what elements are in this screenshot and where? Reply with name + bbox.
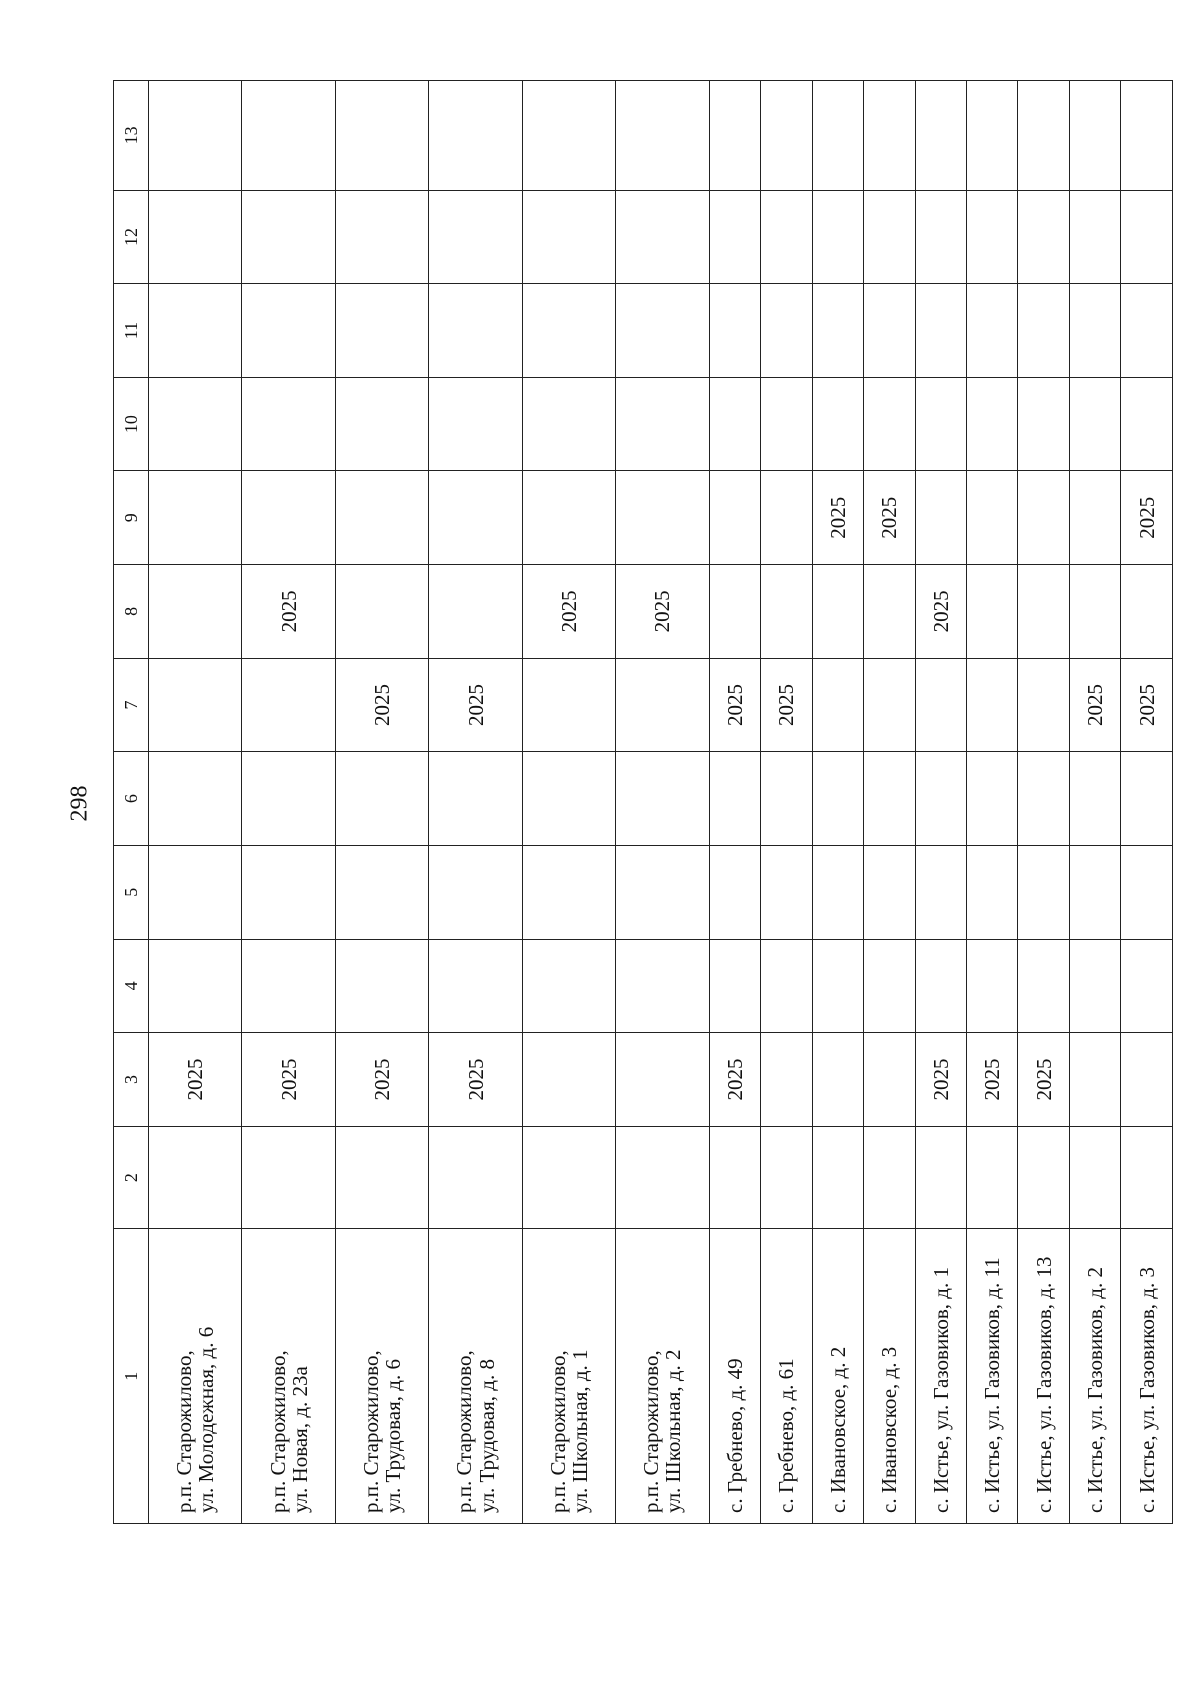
table-row <box>1121 81 1173 1524</box>
year-cell-col-11 <box>1018 284 1069 378</box>
year-cell-col-6 <box>1018 752 1069 846</box>
year-cell-col-9 <box>1069 471 1120 565</box>
year-cell-col-12 <box>1018 190 1069 284</box>
table-row <box>149 81 242 1524</box>
year-cell-col-9 <box>242 471 335 565</box>
year-cell-col-12 <box>616 190 709 284</box>
year-cell-col-4 <box>1121 939 1173 1033</box>
column-header-13: 13 <box>114 81 149 191</box>
year-cell-col-4 <box>709 939 760 1033</box>
year-cell-col-2 <box>1018 1126 1069 1229</box>
year-cell-col-6 <box>864 752 915 846</box>
year-cell-col-8 <box>149 565 242 659</box>
year-cell-col-5 <box>242 845 335 939</box>
year-cell-col-9 <box>429 471 522 565</box>
year-cell-col-12 <box>761 190 812 284</box>
year-cell-col-10 <box>864 377 915 471</box>
year-cell-col-11 <box>966 284 1017 378</box>
year-cell-col-6 <box>966 752 1017 846</box>
address-line-2: ул. Школьная, д. 2 <box>661 1349 686 1513</box>
year-cell-col-3: 2025 <box>1018 1033 1069 1127</box>
year-cell-col-3 <box>761 1033 812 1127</box>
year-cell-col-2 <box>242 1126 335 1229</box>
year-cell-col-11 <box>522 284 615 378</box>
year-cell-col-13 <box>335 81 428 191</box>
address-line-1: с. Гребнево, д. 49 <box>722 1358 747 1513</box>
year-cell-col-7 <box>522 658 615 752</box>
address-line-1: с. Гребнево, д. 61 <box>774 1358 799 1513</box>
address-cell <box>709 1229 760 1524</box>
year-cell-col-5 <box>915 845 966 939</box>
address-cell <box>242 1229 335 1524</box>
table-row <box>616 81 709 1524</box>
year-cell-col-4 <box>1018 939 1069 1033</box>
year-cell-col-10 <box>522 377 615 471</box>
address-line-1: с. Истье, ул. Газовиков, д. 11 <box>980 1257 1005 1513</box>
year-cell-col-4 <box>335 939 428 1033</box>
table-body <box>149 81 1173 1524</box>
year-cell-col-4 <box>149 939 242 1033</box>
year-cell-col-12 <box>1121 190 1173 284</box>
year-cell-col-8 <box>1069 565 1120 659</box>
address-line-1: с. Истье, ул. Газовиков, д. 3 <box>1134 1267 1159 1513</box>
year-cell-col-10 <box>429 377 522 471</box>
column-header-6: 6 <box>114 752 149 846</box>
year-cell-col-13 <box>1069 81 1120 191</box>
year-cell-col-7 <box>242 658 335 752</box>
year-cell-col-3 <box>864 1033 915 1127</box>
address-line-2: ул. Трудовая, д. 6 <box>381 1359 406 1513</box>
address-cell <box>429 1229 522 1524</box>
year-cell-col-2 <box>1069 1126 1120 1229</box>
year-cell-col-8: 2025 <box>915 565 966 659</box>
year-cell-col-12 <box>915 190 966 284</box>
year-cell-col-13 <box>709 81 760 191</box>
year-cell-col-8 <box>812 565 863 659</box>
year-cell-col-12 <box>709 190 760 284</box>
year-cell-col-9 <box>1018 471 1069 565</box>
address-cell <box>335 1229 428 1524</box>
year-cell-col-5 <box>149 845 242 939</box>
year-cell-col-6 <box>812 752 863 846</box>
year-cell-col-4 <box>915 939 966 1033</box>
year-cell-col-2 <box>966 1126 1017 1229</box>
year-cell-col-2 <box>522 1126 615 1229</box>
year-cell-col-11 <box>812 284 863 378</box>
year-cell-col-6 <box>149 752 242 846</box>
year-cell-col-11 <box>1069 284 1120 378</box>
address-cell <box>812 1229 863 1524</box>
year-cell-col-13 <box>242 81 335 191</box>
year-cell-col-6 <box>915 752 966 846</box>
column-header-12: 12 <box>114 190 149 284</box>
column-header-11: 11 <box>114 284 149 378</box>
year-cell-col-9: 2025 <box>1121 471 1173 565</box>
year-cell-col-4 <box>864 939 915 1033</box>
year-cell-col-9 <box>616 471 709 565</box>
year-cell-col-10 <box>149 377 242 471</box>
column-header-1: 1 <box>114 1229 149 1524</box>
year-cell-col-13 <box>149 81 242 191</box>
column-header-9: 9 <box>114 471 149 565</box>
address-cell <box>616 1229 709 1524</box>
year-cell-col-8: 2025 <box>522 565 615 659</box>
year-cell-col-12 <box>149 190 242 284</box>
year-cell-col-6 <box>429 752 522 846</box>
year-cell-col-7 <box>915 658 966 752</box>
year-cell-col-12 <box>864 190 915 284</box>
year-cell-col-3: 2025 <box>915 1033 966 1127</box>
year-cell-col-2 <box>709 1126 760 1229</box>
year-cell-col-6 <box>616 752 709 846</box>
schedule-table <box>113 80 1173 1524</box>
year-cell-col-12 <box>966 190 1017 284</box>
year-cell-col-5 <box>812 845 863 939</box>
year-cell-col-8: 2025 <box>242 565 335 659</box>
year-cell-col-8 <box>429 565 522 659</box>
address-line-1: с. Истье, ул. Газовиков, д. 2 <box>1083 1267 1108 1513</box>
address-line-1: с. Истье, ул. Газовиков, д. 1 <box>928 1267 953 1513</box>
year-cell-col-12 <box>812 190 863 284</box>
year-cell-col-3 <box>616 1033 709 1127</box>
year-cell-col-8 <box>335 565 428 659</box>
year-cell-col-7: 2025 <box>709 658 760 752</box>
year-cell-col-3: 2025 <box>966 1033 1017 1127</box>
year-cell-col-9 <box>915 471 966 565</box>
year-cell-col-13 <box>761 81 812 191</box>
year-cell-col-8 <box>1121 565 1173 659</box>
year-cell-col-4 <box>812 939 863 1033</box>
table-row <box>522 81 615 1524</box>
year-cell-col-7: 2025 <box>429 658 522 752</box>
year-cell-col-5 <box>616 845 709 939</box>
year-cell-col-6 <box>522 752 615 846</box>
year-cell-col-10 <box>1069 377 1120 471</box>
year-cell-col-4 <box>966 939 1017 1033</box>
year-cell-col-11 <box>864 284 915 378</box>
year-cell-col-5 <box>966 845 1017 939</box>
year-cell-col-13 <box>915 81 966 191</box>
year-cell-col-11 <box>149 284 242 378</box>
year-cell-col-13 <box>966 81 1017 191</box>
year-cell-col-10 <box>335 377 428 471</box>
column-header-4: 4 <box>114 939 149 1033</box>
year-cell-col-13 <box>616 81 709 191</box>
year-cell-col-10 <box>1121 377 1173 471</box>
year-cell-col-3 <box>1069 1033 1120 1127</box>
year-cell-col-12 <box>429 190 522 284</box>
year-cell-col-5 <box>429 845 522 939</box>
address-line-1: р.п. Старожилово, <box>172 1350 197 1513</box>
column-header-3: 3 <box>114 1033 149 1127</box>
address-line-2: ул. Трудовая, д. 8 <box>474 1359 499 1513</box>
table-row <box>1069 81 1120 1524</box>
column-header-7: 7 <box>114 658 149 752</box>
year-cell-col-11 <box>1121 284 1173 378</box>
year-cell-col-3 <box>812 1033 863 1127</box>
year-cell-col-10 <box>616 377 709 471</box>
year-cell-col-2 <box>1121 1126 1173 1229</box>
year-cell-col-3: 2025 <box>335 1033 428 1127</box>
year-cell-col-13 <box>1018 81 1069 191</box>
year-cell-col-9: 2025 <box>864 471 915 565</box>
year-cell-col-8 <box>864 565 915 659</box>
table-row <box>915 81 966 1524</box>
year-cell-col-11 <box>709 284 760 378</box>
table-row <box>1018 81 1069 1524</box>
address-line-2: ул. Новая, д. 23а <box>287 1366 312 1513</box>
address-cell <box>1121 1229 1173 1524</box>
table-row <box>966 81 1017 1524</box>
year-cell-col-7 <box>149 658 242 752</box>
address-line-1: р.п. Старожилово, <box>545 1350 570 1513</box>
year-cell-col-12 <box>1069 190 1120 284</box>
year-cell-col-5 <box>1069 845 1120 939</box>
year-cell-col-11 <box>915 284 966 378</box>
year-cell-col-2 <box>864 1126 915 1229</box>
year-cell-col-9: 2025 <box>812 471 863 565</box>
year-cell-col-3 <box>522 1033 615 1127</box>
year-cell-col-5 <box>864 845 915 939</box>
year-cell-col-9 <box>335 471 428 565</box>
address-line-2: ул. Школьная, д. 1 <box>567 1349 592 1513</box>
address-line-1: р.п. Старожилово, <box>359 1350 384 1513</box>
year-cell-col-12 <box>522 190 615 284</box>
year-cell-col-7: 2025 <box>761 658 812 752</box>
table-row <box>864 81 915 1524</box>
year-cell-col-3: 2025 <box>429 1033 522 1127</box>
address-cell <box>966 1229 1017 1524</box>
year-cell-col-5 <box>522 845 615 939</box>
year-cell-col-9 <box>966 471 1017 565</box>
year-cell-col-10 <box>966 377 1017 471</box>
column-header-2: 2 <box>114 1126 149 1229</box>
table-row <box>242 81 335 1524</box>
year-cell-col-9 <box>709 471 760 565</box>
year-cell-col-11 <box>429 284 522 378</box>
year-cell-col-12 <box>335 190 428 284</box>
year-cell-col-10 <box>709 377 760 471</box>
year-cell-col-4 <box>761 939 812 1033</box>
year-cell-col-10 <box>812 377 863 471</box>
year-cell-col-10 <box>1018 377 1069 471</box>
year-cell-col-3: 2025 <box>709 1033 760 1127</box>
year-cell-col-8 <box>966 565 1017 659</box>
year-cell-col-5 <box>335 845 428 939</box>
year-cell-col-9 <box>149 471 242 565</box>
year-cell-col-4 <box>1069 939 1120 1033</box>
table-row <box>761 81 812 1524</box>
year-cell-col-3: 2025 <box>242 1033 335 1127</box>
column-header-10: 10 <box>114 377 149 471</box>
page-number: 298 <box>66 785 93 822</box>
year-cell-col-7 <box>616 658 709 752</box>
year-cell-col-12 <box>242 190 335 284</box>
year-cell-col-5 <box>761 845 812 939</box>
year-cell-col-8 <box>1018 565 1069 659</box>
table-row <box>812 81 863 1524</box>
year-cell-col-6 <box>1121 752 1173 846</box>
column-header-5: 5 <box>114 845 149 939</box>
year-cell-col-2 <box>149 1126 242 1229</box>
year-cell-col-7: 2025 <box>1069 658 1120 752</box>
year-cell-col-7: 2025 <box>1121 658 1173 752</box>
year-cell-col-4 <box>522 939 615 1033</box>
year-cell-col-4 <box>616 939 709 1033</box>
table-row <box>335 81 428 1524</box>
year-cell-col-8 <box>709 565 760 659</box>
year-cell-col-4 <box>242 939 335 1033</box>
year-cell-col-2 <box>335 1126 428 1229</box>
year-cell-col-7: 2025 <box>335 658 428 752</box>
year-cell-col-8: 2025 <box>616 565 709 659</box>
address-line-2: ул. Молодежная, д. 6 <box>194 1326 219 1513</box>
year-cell-col-11 <box>616 284 709 378</box>
year-cell-col-13 <box>429 81 522 191</box>
year-cell-col-7 <box>966 658 1017 752</box>
address-line-1: р.п. Старожилово, <box>265 1350 290 1513</box>
year-cell-col-9 <box>761 471 812 565</box>
year-cell-col-11 <box>335 284 428 378</box>
address-line-1: с. Истье, ул. Газовиков, д. 13 <box>1031 1256 1056 1513</box>
year-cell-col-5 <box>709 845 760 939</box>
year-cell-col-6 <box>761 752 812 846</box>
year-cell-col-5 <box>1018 845 1069 939</box>
address-line-1: р.п. Старожилово, <box>452 1350 477 1513</box>
year-cell-col-8 <box>761 565 812 659</box>
address-cell <box>1069 1229 1120 1524</box>
header-row <box>114 81 149 1524</box>
year-cell-col-13 <box>1121 81 1173 191</box>
year-cell-col-6 <box>335 752 428 846</box>
column-header-8: 8 <box>114 565 149 659</box>
year-cell-col-2 <box>616 1126 709 1229</box>
address-cell <box>1018 1229 1069 1524</box>
table-row <box>429 81 522 1524</box>
table-row <box>709 81 760 1524</box>
year-cell-col-7 <box>1018 658 1069 752</box>
year-cell-col-10 <box>915 377 966 471</box>
year-cell-col-6 <box>242 752 335 846</box>
year-cell-col-13 <box>812 81 863 191</box>
address-line-1: с. Ивановское, д. 3 <box>877 1346 902 1513</box>
year-cell-col-11 <box>761 284 812 378</box>
year-cell-col-3: 2025 <box>149 1033 242 1127</box>
year-cell-col-2 <box>429 1126 522 1229</box>
year-cell-col-10 <box>761 377 812 471</box>
address-line-1: с. Ивановское, д. 2 <box>825 1346 850 1513</box>
year-cell-col-4 <box>429 939 522 1033</box>
year-cell-col-2 <box>812 1126 863 1229</box>
year-cell-col-2 <box>761 1126 812 1229</box>
year-cell-col-13 <box>522 81 615 191</box>
address-cell <box>915 1229 966 1524</box>
address-cell <box>522 1229 615 1524</box>
year-cell-col-6 <box>1069 752 1120 846</box>
year-cell-col-11 <box>242 284 335 378</box>
year-cell-col-13 <box>864 81 915 191</box>
address-cell <box>761 1229 812 1524</box>
address-cell <box>864 1229 915 1524</box>
year-cell-col-7 <box>864 658 915 752</box>
address-cell <box>149 1229 242 1524</box>
address-line-1: р.п. Старожилово, <box>639 1350 664 1513</box>
year-cell-col-7 <box>812 658 863 752</box>
rotated-table <box>113 80 1173 1524</box>
year-cell-col-2 <box>915 1126 966 1229</box>
year-cell-col-9 <box>522 471 615 565</box>
document-table-container <box>113 80 1173 1524</box>
year-cell-col-6 <box>709 752 760 846</box>
year-cell-col-5 <box>1121 845 1173 939</box>
year-cell-col-3 <box>1121 1033 1173 1127</box>
year-cell-col-10 <box>242 377 335 471</box>
